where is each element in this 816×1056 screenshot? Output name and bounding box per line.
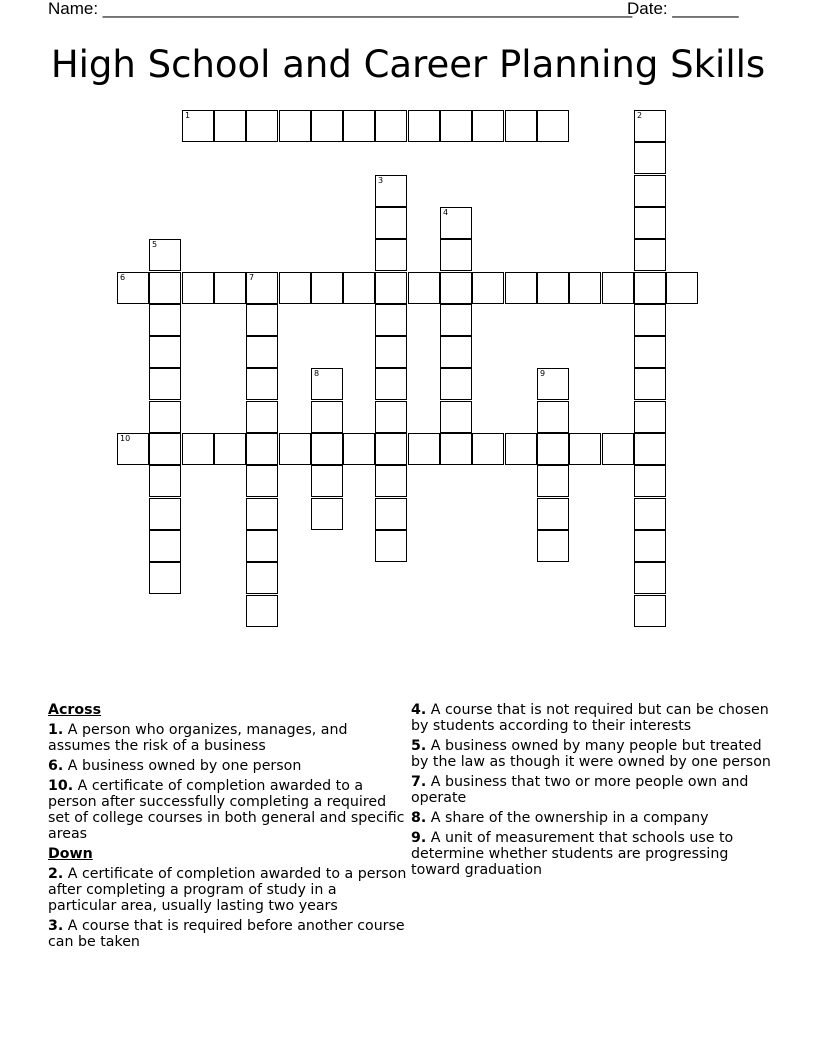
grid-cell[interactable] [214,110,246,142]
clue-number: 8 [314,369,320,378]
clues-column-left [48,702,408,954]
clue-down-7: 7. A business that two or more people own and operate [411,774,749,806]
clue-down-4: 4. A course that is not required but can be chosen by students according to their interests [411,702,769,734]
grid-cell[interactable] [246,110,278,142]
grid-cell[interactable] [537,110,569,142]
grid-cell[interactable] [149,272,181,304]
grid-cell[interactable] [375,207,407,239]
grid-cell[interactable] [246,368,278,400]
grid-cell[interactable] [634,401,666,433]
grid-cell[interactable] [375,175,407,207]
grid-cell[interactable] [537,368,569,400]
grid-cell[interactable] [505,272,537,304]
grid-cell[interactable] [149,336,181,368]
grid-cell[interactable] [537,498,569,530]
grid-cell[interactable] [634,239,666,271]
grid-cell[interactable] [149,562,181,594]
grid-cell[interactable] [537,401,569,433]
grid-cell[interactable] [279,272,311,304]
grid-cell[interactable] [343,433,375,465]
grid-cell[interactable] [634,304,666,336]
grid-cell[interactable] [408,433,440,465]
grid-cell[interactable] [440,239,472,271]
grid-cell[interactable] [117,433,149,465]
grid-cell[interactable] [440,401,472,433]
clue-number: 1 [185,111,191,120]
grid-cell[interactable] [149,465,181,497]
clue-number: 3 [378,176,384,185]
grid-cell[interactable] [246,272,278,304]
grid-cell[interactable] [375,465,407,497]
grid-cell[interactable] [246,595,278,627]
clue-across-6: 6. A business owned by one person [48,758,302,774]
grid-cell[interactable] [634,272,666,304]
grid-cell[interactable] [375,110,407,142]
grid-cell[interactable] [246,530,278,562]
grid-cell[interactable] [149,368,181,400]
down-heading: Down [48,846,93,862]
page-title: High School and Career Planning Skills [50,43,766,86]
clue-down-5: 5. A business owned by many people but treated by the law as though it were owned by one person [411,738,771,770]
grid-cell[interactable] [440,207,472,239]
grid-cell[interactable] [634,142,666,174]
clue-down-3: 3. A course that is required before another course can be taken [48,918,405,950]
grid-cell[interactable] [602,272,634,304]
grid-cell[interactable] [246,465,278,497]
grid-cell[interactable] [375,433,407,465]
grid-cell[interactable] [537,272,569,304]
grid-cell[interactable] [214,272,246,304]
grid-cell[interactable] [149,498,181,530]
grid-cell[interactable] [343,272,375,304]
clue-number: 5 [152,240,158,249]
grid-cell[interactable] [246,498,278,530]
clue-number: 10 [120,434,131,443]
grid-cell[interactable] [634,175,666,207]
name-field-label[interactable]: Name: ________________________________________________________ [48,0,633,18]
grid-cell[interactable] [375,304,407,336]
grid-cell[interactable] [311,433,343,465]
grid-cell[interactable] [634,595,666,627]
clue-down-9: 9. A unit of measurement that schools use to determine whether students are progressing toward graduation [411,830,734,878]
grid-cell[interactable] [634,433,666,465]
grid-cell[interactable] [375,239,407,271]
grid-cell[interactable] [440,272,472,304]
grid-cell[interactable] [602,433,634,465]
grid-cell[interactable] [440,110,472,142]
grid-cell[interactable] [182,110,214,142]
grid-cell[interactable] [149,304,181,336]
grid-cell[interactable] [634,336,666,368]
grid-cell[interactable] [440,336,472,368]
grid-cell[interactable] [634,562,666,594]
grid-cell[interactable] [246,401,278,433]
grid-cell[interactable] [472,433,504,465]
clue-down-2: 2. A certificate of completion awarded to a person after completing a program of study in a particular area, usually lasting two years [48,866,407,914]
grid-cell[interactable] [634,110,666,142]
grid-cell[interactable] [375,272,407,304]
grid-cell[interactable] [117,272,149,304]
grid-cell[interactable] [149,530,181,562]
grid-cell[interactable] [408,110,440,142]
grid-cell[interactable] [375,498,407,530]
grid-cell[interactable] [634,368,666,400]
grid-cell[interactable] [246,433,278,465]
grid-cell[interactable] [214,433,246,465]
clue-number: 9 [540,369,546,378]
grid-cell[interactable] [311,272,343,304]
grid-cell[interactable] [472,272,504,304]
grid-cell[interactable] [149,401,181,433]
grid-cell[interactable] [440,368,472,400]
grid-cell[interactable] [182,433,214,465]
clue-number: 6 [120,273,126,282]
grid-cell[interactable] [311,401,343,433]
grid-cell[interactable] [666,272,698,304]
grid-cell[interactable] [537,433,569,465]
clues-column-right [411,702,776,882]
grid-cell[interactable] [375,336,407,368]
grid-cell[interactable] [634,207,666,239]
grid-cell[interactable] [505,433,537,465]
grid-cell[interactable] [634,465,666,497]
grid-cell[interactable] [182,272,214,304]
grid-cell[interactable] [246,562,278,594]
grid-cell[interactable] [375,368,407,400]
grid-cell[interactable] [149,239,181,271]
grid-cell[interactable] [375,530,407,562]
grid-cell[interactable] [343,110,375,142]
grid-cell[interactable] [279,433,311,465]
grid-cell[interactable] [440,304,472,336]
grid-cell[interactable] [634,530,666,562]
grid-cell[interactable] [246,304,278,336]
grid-cell[interactable] [569,272,601,304]
clue-down-8: 8. A share of the ownership in a company [411,810,709,826]
clue-number: 7 [249,273,255,282]
grid-cell[interactable] [149,433,181,465]
grid-cell[interactable] [569,433,601,465]
clue-across-1: 1. A person who organizes, manages, and assumes the risk of a business [48,722,348,754]
date-field-label[interactable]: Date: _______ [627,0,739,18]
grid-cell[interactable] [472,110,504,142]
grid-cell[interactable] [505,110,537,142]
clue-number: 2 [637,111,643,120]
grid-cell[interactable] [311,368,343,400]
grid-cell[interactable] [537,465,569,497]
grid-cell[interactable] [246,336,278,368]
clue-number: 4 [443,208,449,217]
grid-cell[interactable] [311,110,343,142]
across-heading: Across [48,702,102,718]
grid-cell[interactable] [311,465,343,497]
grid-cell[interactable] [408,272,440,304]
clue-across-10: 10. A certificate of completion awarded to a person after successfully completing a required set of college courses in both general and specific areas [48,778,405,842]
grid-cell[interactable] [634,498,666,530]
grid-cell[interactable] [279,110,311,142]
grid-cell[interactable] [375,401,407,433]
grid-cell[interactable] [311,498,343,530]
grid-cell[interactable] [440,433,472,465]
grid-cell[interactable] [537,530,569,562]
